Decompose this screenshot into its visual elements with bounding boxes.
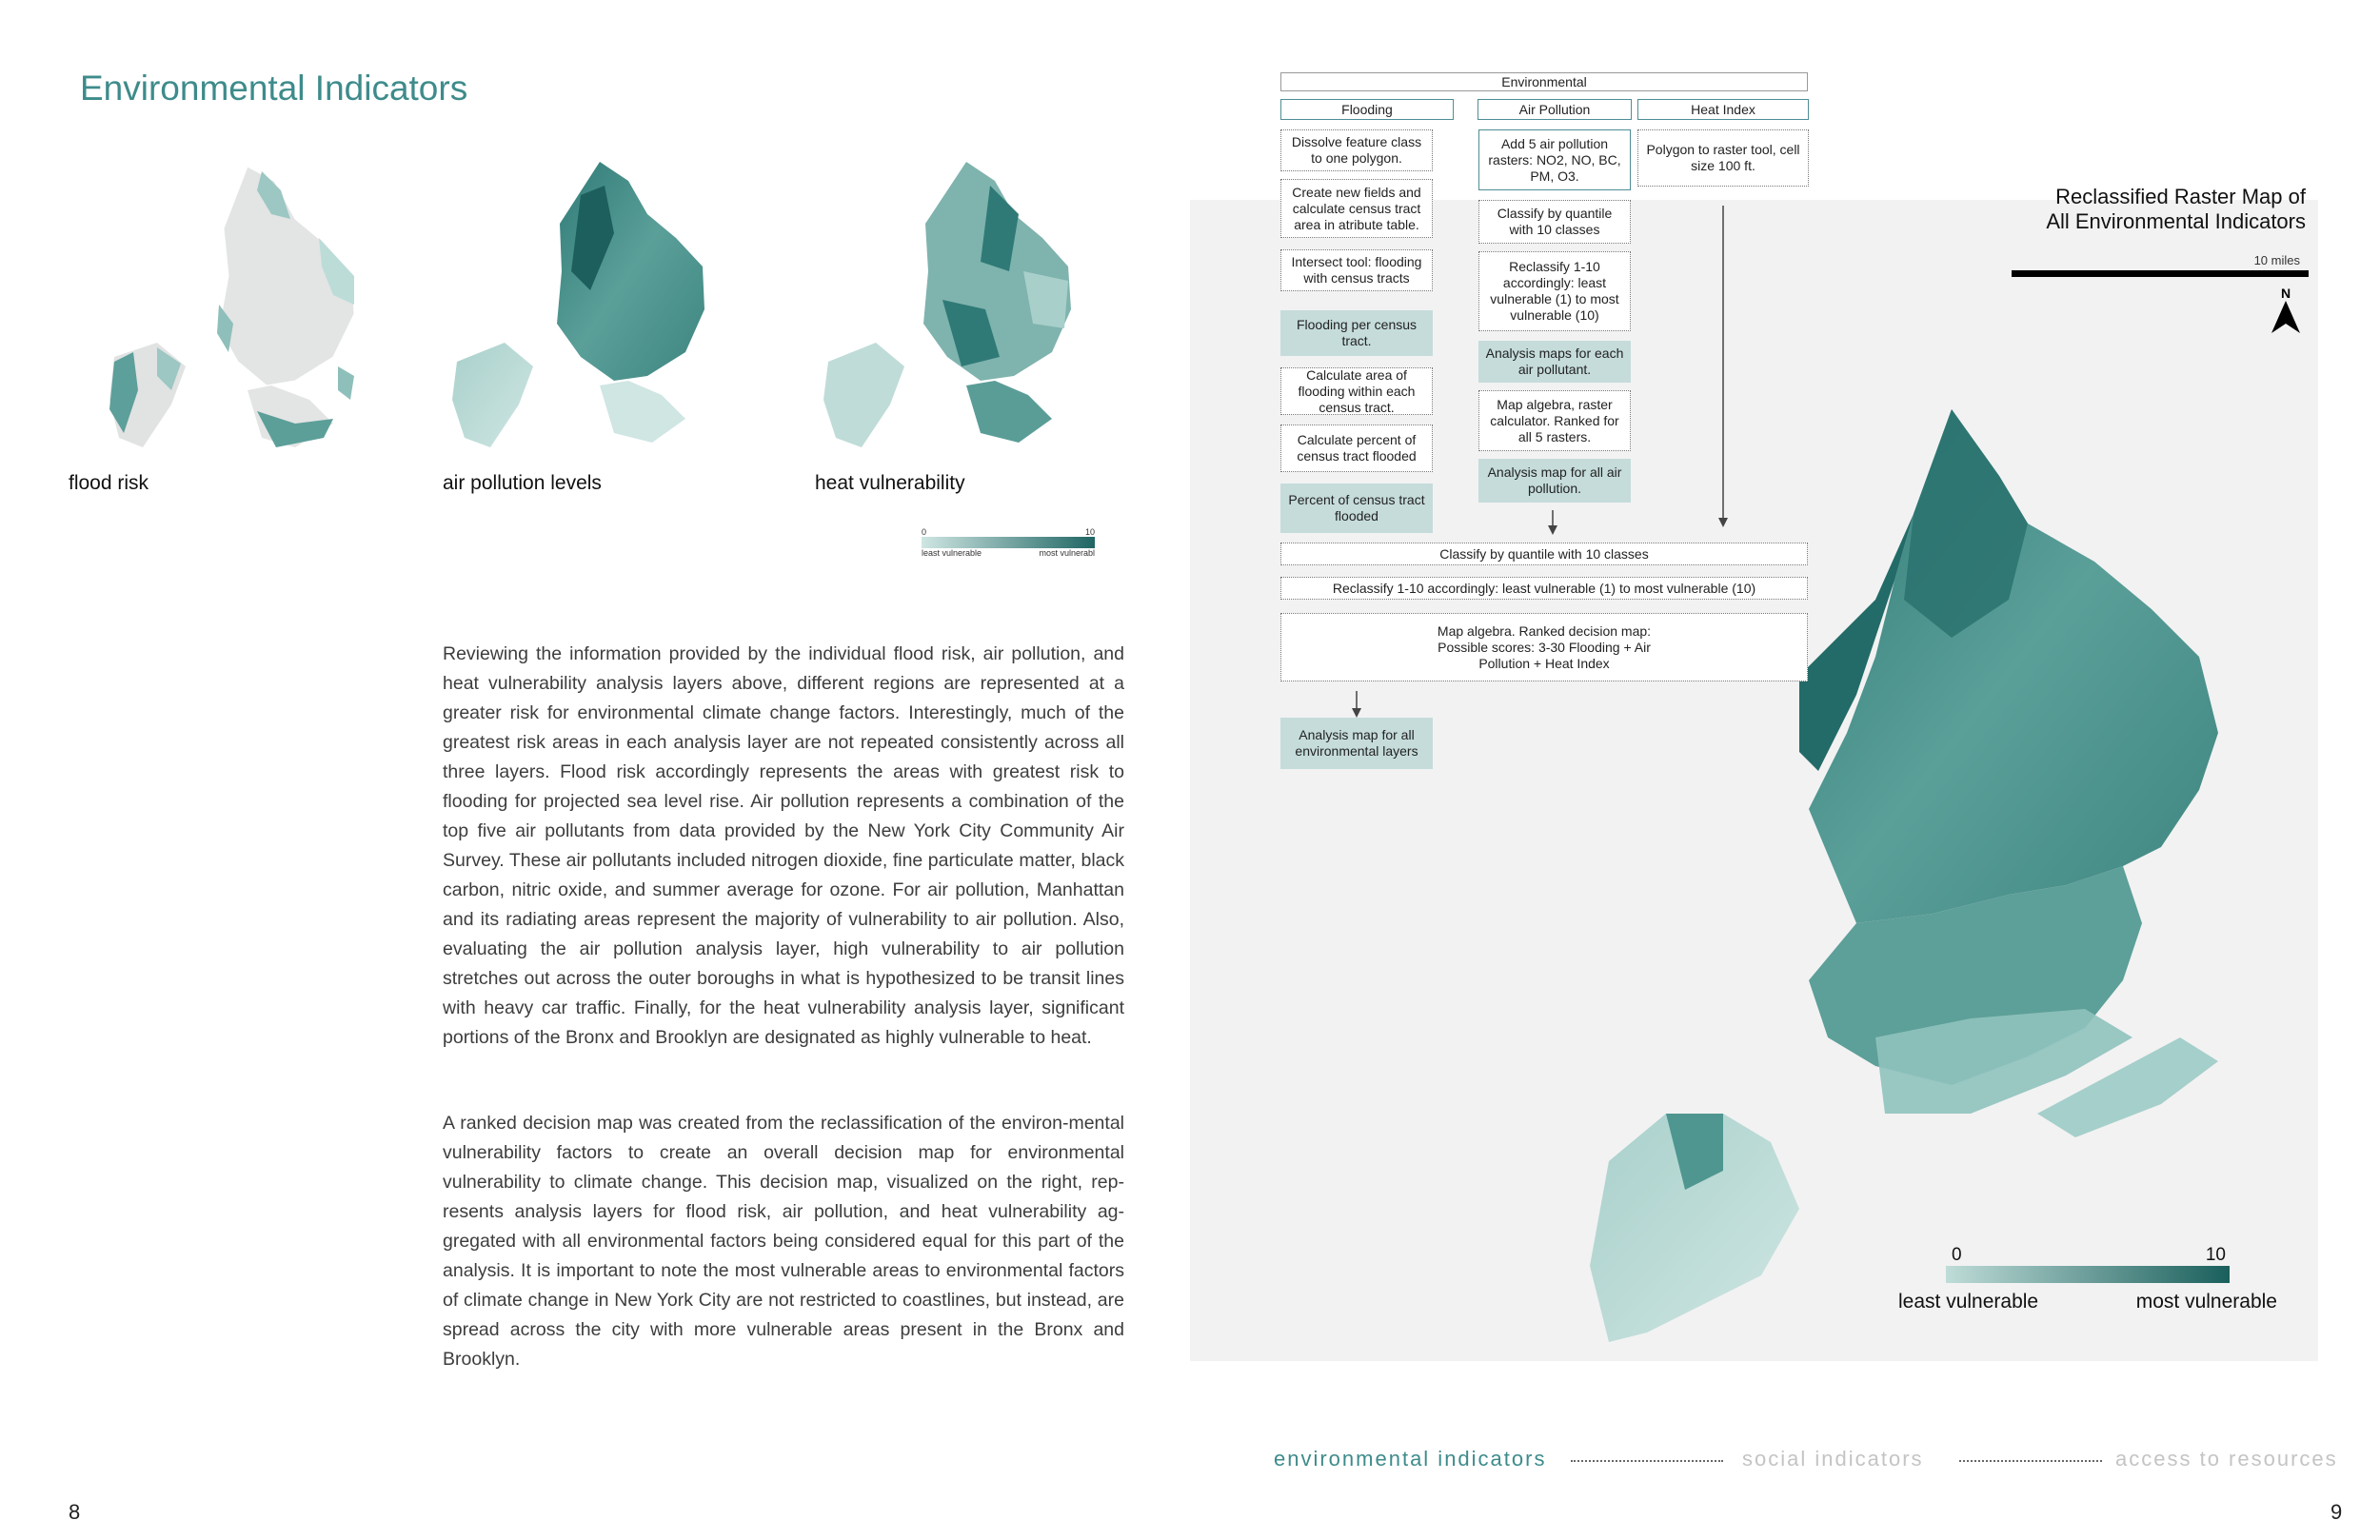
flood-step-3: Intersect tool: flooding with census tracts <box>1280 249 1433 291</box>
legend-max-label: most vulnerable <box>2135 1291 2277 1313</box>
heat-vulnerability-label: heat vulnerability <box>815 472 965 494</box>
flood-step-2: Create new fields and calculate census tract area in atribute table. <box>1280 179 1433 238</box>
flowchart-top: Environmental <box>1280 72 1808 91</box>
small-legend <box>922 527 1095 558</box>
flowchart-header-air: Air Pollution <box>1478 99 1632 120</box>
air-step-5: Map algebra, raster calculator. Ranked for all 5 rasters. <box>1478 390 1631 451</box>
small-legend-max-label: most vulnerabl <box>1039 548 1095 558</box>
merged-step-1: Classify by quantile with 10 classes <box>1280 543 1808 565</box>
scale-label: 10 miles <box>2253 253 2300 267</box>
final-step: Analysis map for all environmental layers <box>1280 718 1433 769</box>
flood-step-6: Calculate percent of census tract flooded <box>1280 424 1433 472</box>
air-step-2: Classify by quantile with 10 classes <box>1478 200 1631 244</box>
flood-step-7: Percent of census tract flooded <box>1280 484 1433 533</box>
nav-environmental[interactable]: environmental indicators <box>1274 1447 1547 1471</box>
flowchart-header-flooding: Flooding <box>1280 99 1454 120</box>
merged-step-2: Reclassify 1-10 accordingly: least vulnerable (1) to most vulnerable (10) <box>1280 577 1808 600</box>
flood-risk-map <box>105 162 381 466</box>
nav-divider-2 <box>1959 1460 2102 1462</box>
page-title: Environmental Indicators <box>80 69 468 108</box>
north-arrow <box>2271 286 2300 338</box>
flood-step-4: Flooding per census tract. <box>1280 310 1433 356</box>
air-pollution-map <box>447 157 752 462</box>
flood-risk-label: flood risk <box>69 472 149 494</box>
heat-vulnerability-map <box>819 157 1114 462</box>
flood-step-1: Dissolve feature class to one polygon. <box>1280 129 1433 171</box>
map-title-line2: All Environmental Indicators <box>2046 209 2306 233</box>
small-legend-bar <box>922 537 1095 548</box>
nav-social[interactable]: social indicators <box>1742 1447 1924 1471</box>
legend-min-label: least vulnerable <box>1898 1291 2039 1313</box>
body-paragraph-2: A ranked decision map was created from the reclassification of the environ-mental vulnerability factors to create an overall decision map for environmental vulnerability to climate change. This decision map, visualized on the right, rep-resents analysis layers for flood risk, air pollution, and heat vulnerability ag-gregated with all environmental factors being considered equal for this part of the analysis. It is important to note the most vulnerable areas to environmental factors of climate change in New York City are not restricted to coastlines, but instead, are spread across the city with more vulnerable areas present in the Bronx and Brooklyn. <box>443 1113 1124 1370</box>
page-number-left: 8 <box>69 1500 81 1524</box>
small-legend-max: 10 <box>1084 527 1095 537</box>
flood-step-5: Calculate area of flooding within each census tract. <box>1280 367 1433 415</box>
north-label: N <box>2280 286 2291 301</box>
map-legend <box>1898 1245 2277 1313</box>
air-step-4: Analysis maps for each air pollutant. <box>1478 341 1631 383</box>
legend-min: 0 <box>1952 1245 1962 1265</box>
air-step-1: Add 5 air pollution rasters: NO2, NO, BC, PM, O3. <box>1478 129 1631 190</box>
air-step-6: Analysis map for all air pollution. <box>1478 459 1631 503</box>
scale-bar <box>2012 270 2309 277</box>
nav-divider-1 <box>1571 1460 1723 1462</box>
north-arrow-icon <box>2271 301 2300 333</box>
air-pollution-label: air pollution levels <box>443 472 602 494</box>
flowchart-header-heat: Heat Index <box>1637 99 1809 120</box>
legend-max: 10 <box>2205 1245 2226 1265</box>
legend-bar <box>1946 1266 2230 1283</box>
page-number-right: 9 <box>2330 1500 2343 1524</box>
body-paragraph-1: Reviewing the information provided by the individual flood risk, air pollution, and heat vulnerability analysis layers above, different regions are represented at a greater risk for environmental climate change factors. Interestingly, much of the greatest risk areas in each analysis layer are not repeated consistently across all three layers. Flood risk accordingly represents the areas with greatest risk to flooding for projected sea level rise. Air pollution represents a combination of the top five air pollutants from data provided by the New York City Community Air Survey. These air pollutants included nitrogen dioxide, fine particulate matter, black carbon, nitric oxide, and summer average for ozone. For air pollution, Manhattan and its radiating areas represent the majority of vulnerability to air pollution. Also, evaluating the air pollution analysis layer, high vulnerability to air pollution stretches out across the outer boroughs in what is hypothesized to be transit lines with heavy car traffic. Finally, for the heat vulnerability analysis layer, significant portions of the Bronx and Brooklyn are designated as highly vulnerable to heat. <box>443 643 1124 1048</box>
merged-step-3: Map algebra. Ranked decision map: Possible scores: 3-30 Flooding + Air Pollution + Heat Index <box>1280 613 1808 681</box>
small-legend-min-label: least vulnerable <box>922 548 982 558</box>
air-step-3: Reclassify 1-10 accordingly: least vulnerable (1) to most vulnerable (10) <box>1478 251 1631 331</box>
small-legend-min: 0 <box>922 527 927 537</box>
map-title <box>2046 185 2306 234</box>
heat-step-1: Polygon to raster tool, cell size 100 ft. <box>1637 129 1809 187</box>
nav-access[interactable]: access to resources <box>2115 1447 2338 1471</box>
map-title-line1: Reclassified Raster Map of <box>2055 185 2306 208</box>
